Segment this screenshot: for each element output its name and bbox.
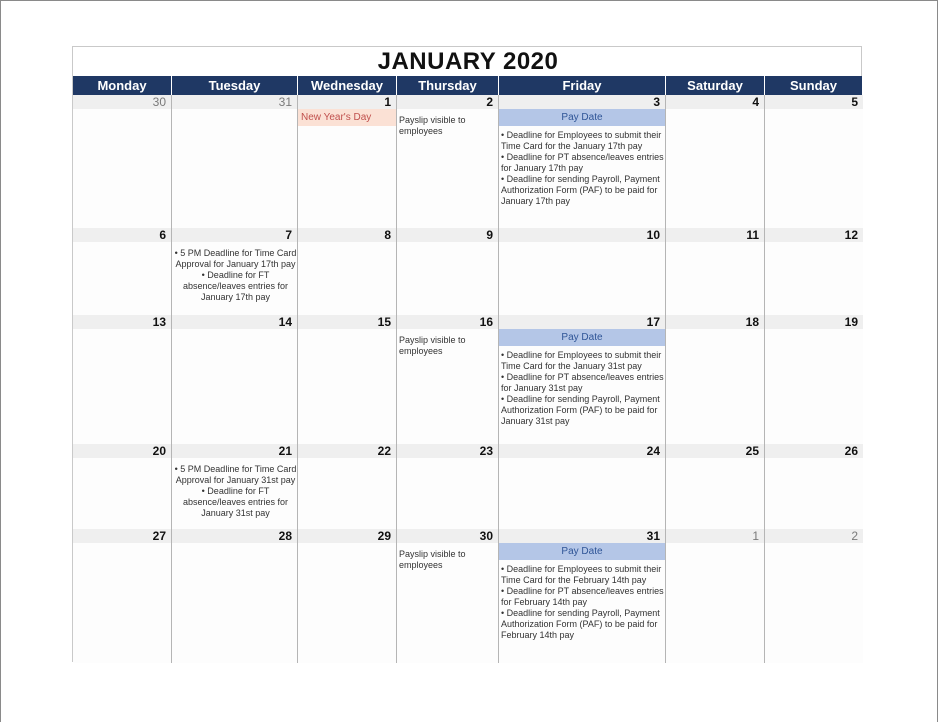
event-notes <box>501 350 665 427</box>
day-cell[interactable] <box>298 529 397 663</box>
day-number: 12 <box>765 228 863 242</box>
pay-date-label: Pay Date <box>499 109 665 126</box>
day-number: 11 <box>666 228 764 242</box>
event-note: • Deadline for Employees to submit their Time Card for the February 14th pay <box>501 564 662 585</box>
day-cell[interactable] <box>298 315 397 444</box>
calendar <box>72 46 862 662</box>
day-number: 30 <box>397 529 498 543</box>
day-header-sunday: Sunday <box>765 76 863 95</box>
day-number: 30 <box>73 95 171 109</box>
day-cell[interactable] <box>765 315 863 444</box>
day-cell[interactable] <box>765 529 863 663</box>
day-cell[interactable] <box>397 95 499 228</box>
day-cell[interactable] <box>765 444 863 529</box>
day-header-tuesday: Tuesday <box>172 76 298 95</box>
day-cell[interactable] <box>298 444 397 529</box>
day-cell[interactable] <box>397 315 499 444</box>
day-number: 1 <box>298 95 396 109</box>
event-notes <box>399 115 498 137</box>
event-note: • 5 PM Deadline for Time Card Approval for January 17th pay <box>174 248 297 269</box>
day-cell[interactable] <box>666 315 765 444</box>
event-notes <box>501 130 665 207</box>
day-number: 7 <box>172 228 297 242</box>
day-cell[interactable] <box>172 95 298 228</box>
day-cell[interactable] <box>397 228 499 315</box>
day-number: 19 <box>765 315 863 329</box>
event-note: • Deadline for PT absence/leaves entries for January 31st pay <box>501 372 664 393</box>
day-number: 10 <box>499 228 665 242</box>
day-number: 25 <box>666 444 764 458</box>
day-cell[interactable] <box>172 444 298 529</box>
day-cell[interactable] <box>397 444 499 529</box>
event-note: • Deadline for PT absence/leaves entries for January 17th pay <box>501 152 664 173</box>
event-note: • Deadline for FT absence/leaves entries for January 31st pay <box>182 486 289 518</box>
holiday-label: New Year's Day <box>298 109 396 126</box>
event-note: Payslip visible to employees <box>399 549 466 570</box>
pay-date-label: Pay Date <box>499 329 665 346</box>
event-note: • Deadline for PT absence/leaves entries for February 14th pay <box>501 586 664 607</box>
day-cell[interactable] <box>666 228 765 315</box>
day-number: 26 <box>765 444 863 458</box>
day-number: 31 <box>172 95 297 109</box>
day-number: 2 <box>765 529 863 543</box>
day-cell[interactable] <box>73 95 172 228</box>
event-note: • Deadline for sending Payroll, Payment Authorization Form (PAF) to be paid for February 14th pay <box>501 608 660 640</box>
event-note: • 5 PM Deadline for Time Card Approval for January 31st pay <box>174 464 297 485</box>
event-notes <box>399 549 498 571</box>
day-cell[interactable] <box>73 315 172 444</box>
day-number: 3 <box>499 95 665 109</box>
day-number: 4 <box>666 95 764 109</box>
day-cell[interactable] <box>298 95 397 228</box>
day-cell[interactable] <box>499 315 666 444</box>
day-number: 13 <box>73 315 171 329</box>
pay-date-label: Pay Date <box>499 543 665 560</box>
day-number: 17 <box>499 315 665 329</box>
day-header-thursday: Thursday <box>397 76 499 95</box>
event-notes <box>174 464 297 519</box>
day-header-friday: Friday <box>499 76 666 95</box>
day-cell[interactable] <box>499 228 666 315</box>
event-note: Payslip visible to employees <box>399 115 466 136</box>
day-cell[interactable] <box>73 444 172 529</box>
day-cell[interactable] <box>172 228 298 315</box>
day-number: 5 <box>765 95 863 109</box>
day-cell[interactable] <box>765 95 863 228</box>
day-number: 31 <box>499 529 665 543</box>
day-cell[interactable] <box>499 529 666 663</box>
day-cell[interactable] <box>397 529 499 663</box>
day-number: 27 <box>73 529 171 543</box>
day-number: 18 <box>666 315 764 329</box>
event-note: Payslip visible to employees <box>399 335 466 356</box>
day-number: 16 <box>397 315 498 329</box>
day-number: 20 <box>73 444 171 458</box>
day-number: 9 <box>397 228 498 242</box>
day-cell[interactable] <box>666 444 765 529</box>
day-header-monday: Monday <box>73 76 172 95</box>
day-cell[interactable] <box>666 95 765 228</box>
day-cell[interactable] <box>298 228 397 315</box>
day-number: 24 <box>499 444 665 458</box>
day-number: 22 <box>298 444 396 458</box>
day-number: 1 <box>666 529 764 543</box>
day-number: 15 <box>298 315 396 329</box>
event-note: • Deadline for sending Payroll, Payment Authorization Form (PAF) to be paid for January 17th pay <box>501 174 660 206</box>
event-note: • Deadline for FT absence/leaves entries for January 17th pay <box>182 270 289 302</box>
day-cell[interactable] <box>499 444 666 529</box>
day-number: 23 <box>397 444 498 458</box>
event-note: • Deadline for sending Payroll, Payment Authorization Form (PAF) to be paid for January 31st pay <box>501 394 660 426</box>
day-number: 6 <box>73 228 171 242</box>
day-cell[interactable] <box>73 529 172 663</box>
day-number: 14 <box>172 315 297 329</box>
day-cell[interactable] <box>172 315 298 444</box>
event-notes <box>501 564 665 641</box>
day-cell[interactable] <box>765 228 863 315</box>
event-note: • Deadline for Employees to submit their Time Card for the January 17th pay <box>501 130 662 151</box>
day-cell[interactable] <box>666 529 765 663</box>
day-number: 29 <box>298 529 396 543</box>
event-notes <box>174 248 297 303</box>
event-notes <box>399 335 498 357</box>
day-header-wednesday: Wednesday <box>298 76 397 95</box>
day-cell[interactable] <box>499 95 666 228</box>
day-number: 21 <box>172 444 297 458</box>
day-number: 2 <box>397 95 498 109</box>
day-number: 28 <box>172 529 297 543</box>
day-cell[interactable] <box>73 228 172 315</box>
day-number: 8 <box>298 228 396 242</box>
event-note: • Deadline for Employees to submit their Time Card for the January 31st pay <box>501 350 662 371</box>
calendar-title: JANUARY 2020 <box>377 48 559 75</box>
day-header-saturday: Saturday <box>666 76 765 95</box>
day-cell[interactable] <box>172 529 298 663</box>
